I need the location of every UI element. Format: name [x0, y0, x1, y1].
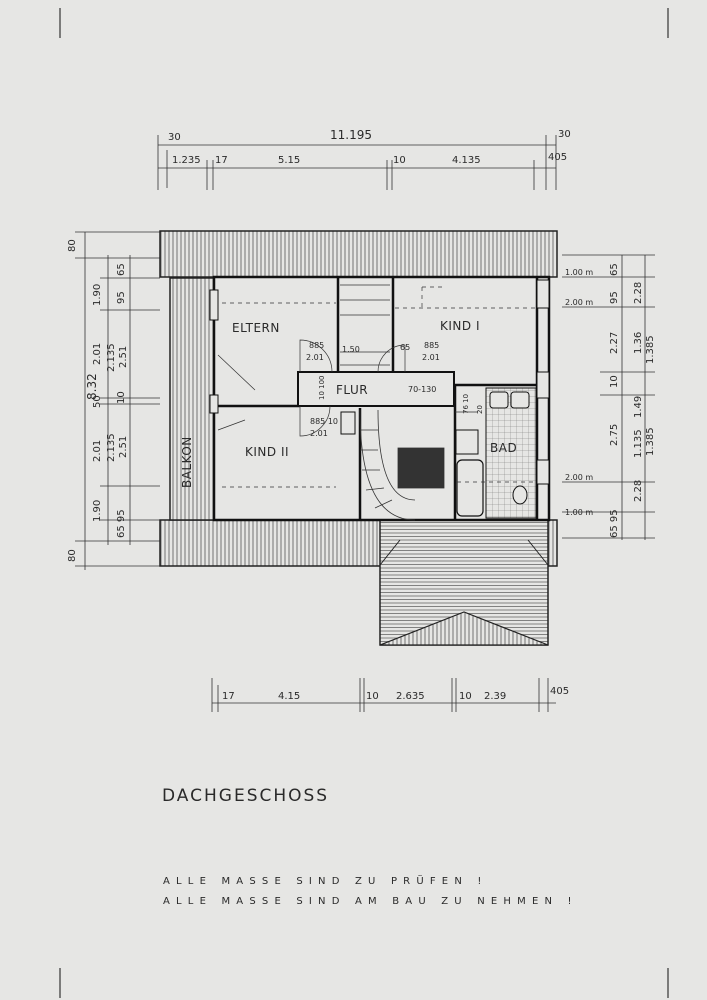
dim-left-190-top: 1.90 [92, 283, 103, 306]
dim-bot-d: 2.635 [396, 691, 425, 702]
dim-in-65: 65 [400, 343, 411, 352]
dim-right-95-top: 95 [609, 291, 620, 304]
dim-bot-c: 10 [366, 691, 379, 702]
dim-top-total: 11.195 [330, 128, 372, 142]
dim-bot-e: 10 [459, 691, 472, 702]
dim-bot-a: 17 [222, 691, 235, 702]
dim-in-885-a: 885 [309, 341, 325, 350]
dim-left-190-bot: 1.90 [92, 499, 103, 522]
room-label-balkon: BALKON [180, 436, 194, 488]
dim-right-149: 1.49 [633, 395, 644, 418]
dim-left-2135-bot: 2.135 [106, 433, 117, 462]
dim-right-10: 10 [609, 375, 620, 388]
dim-in-20: 20 [476, 405, 484, 414]
dim-top-a: 1.235 [172, 155, 201, 166]
dormer-roof [380, 520, 548, 645]
dim-left-251-top: 2.51 [118, 345, 129, 368]
room-label-kind2: KIND II [245, 445, 290, 459]
dim-right-227: 2.27 [609, 331, 620, 354]
roof-eave-top [160, 231, 557, 277]
dim-right-136: 1.36 [633, 331, 644, 354]
dim-top-f: 405 [548, 152, 568, 163]
dim-right-1135: 1.135 [633, 429, 644, 458]
dim-left-95-top: 95 [116, 291, 127, 304]
dim-in-150: 1.50 [342, 345, 360, 354]
drawing-title: DACHGESCHOSS [162, 786, 330, 806]
room-label-eltern: ELTERN [232, 321, 280, 335]
dim-in-10100: 10 100 [318, 375, 326, 400]
dim-in-201-c: 2.01 [310, 429, 328, 438]
note-line-2: ALLE MASSE SIND AM BAU ZU NEHMEN ! [163, 896, 578, 907]
dim-left-251-bot: 2.51 [118, 435, 129, 458]
dim-right-200-bot: 2.00 m [565, 473, 594, 482]
dim-right-228-top: 2.28 [633, 281, 644, 304]
dim-right-100-top: 1.00 m [565, 268, 594, 277]
dim-left-80-bot: 80 [67, 549, 78, 562]
dim-left-201-bot: 2.01 [92, 439, 103, 462]
room-label-flur: FLUR [336, 383, 369, 397]
dim-in-201-b: 2.01 [422, 353, 440, 362]
dim-right-228-bot: 2.28 [633, 479, 644, 502]
dim-right-275: 2.75 [609, 423, 620, 446]
dim-top-b: 17 [215, 155, 228, 166]
dim-right-1385-bot: 1.385 [645, 427, 656, 456]
room-label-kind1: KIND I [440, 319, 480, 333]
dim-top-30-left: 30 [168, 132, 181, 143]
dim-top-30-right: 30 [558, 129, 571, 140]
dim-right-200-top: 2.00 m [565, 298, 594, 307]
dim-top-e: 4.135 [452, 155, 481, 166]
crop-marks [60, 8, 668, 998]
dim-right-95-bot: 65 95 [609, 509, 620, 538]
dim-right-100-bot: 1.00 m [565, 508, 594, 517]
dim-left-65-top: 65 [116, 263, 127, 276]
dim-top-c: 5.15 [278, 155, 301, 166]
dim-left-80-top: 80 [67, 239, 78, 252]
dim-right-65-top: 65 [609, 263, 620, 276]
dim-right-1385-top: 1.385 [645, 335, 656, 364]
dim-in-76: 76 10 [462, 393, 470, 414]
dim-top-d: 10 [393, 155, 406, 166]
dim-in-885-b: 885 [424, 341, 440, 350]
dim-bot-f: 2.39 [484, 691, 507, 702]
dim-left-50: 50 [92, 395, 103, 408]
dim-left-2135-top: 2.135 [106, 343, 117, 372]
dim-left-total: 8.32 [85, 373, 99, 400]
dim-in-70: 70-130 [408, 385, 437, 394]
dim-bot-g: 405 [550, 686, 570, 697]
note-line-1: ALLE MASSE SIND ZU PRÜFEN ! [163, 876, 488, 887]
dim-left-10: 10 [116, 391, 127, 404]
dim-in-201-a: 2.01 [306, 353, 324, 362]
room-label-bad: BAD [490, 441, 518, 455]
dim-in-885-c: 885 10 [310, 417, 338, 426]
dim-left-201-top: 2.01 [92, 342, 103, 365]
dim-bot-b: 4.15 [278, 691, 301, 702]
dim-left-95-bot: 65 95 [116, 509, 127, 538]
